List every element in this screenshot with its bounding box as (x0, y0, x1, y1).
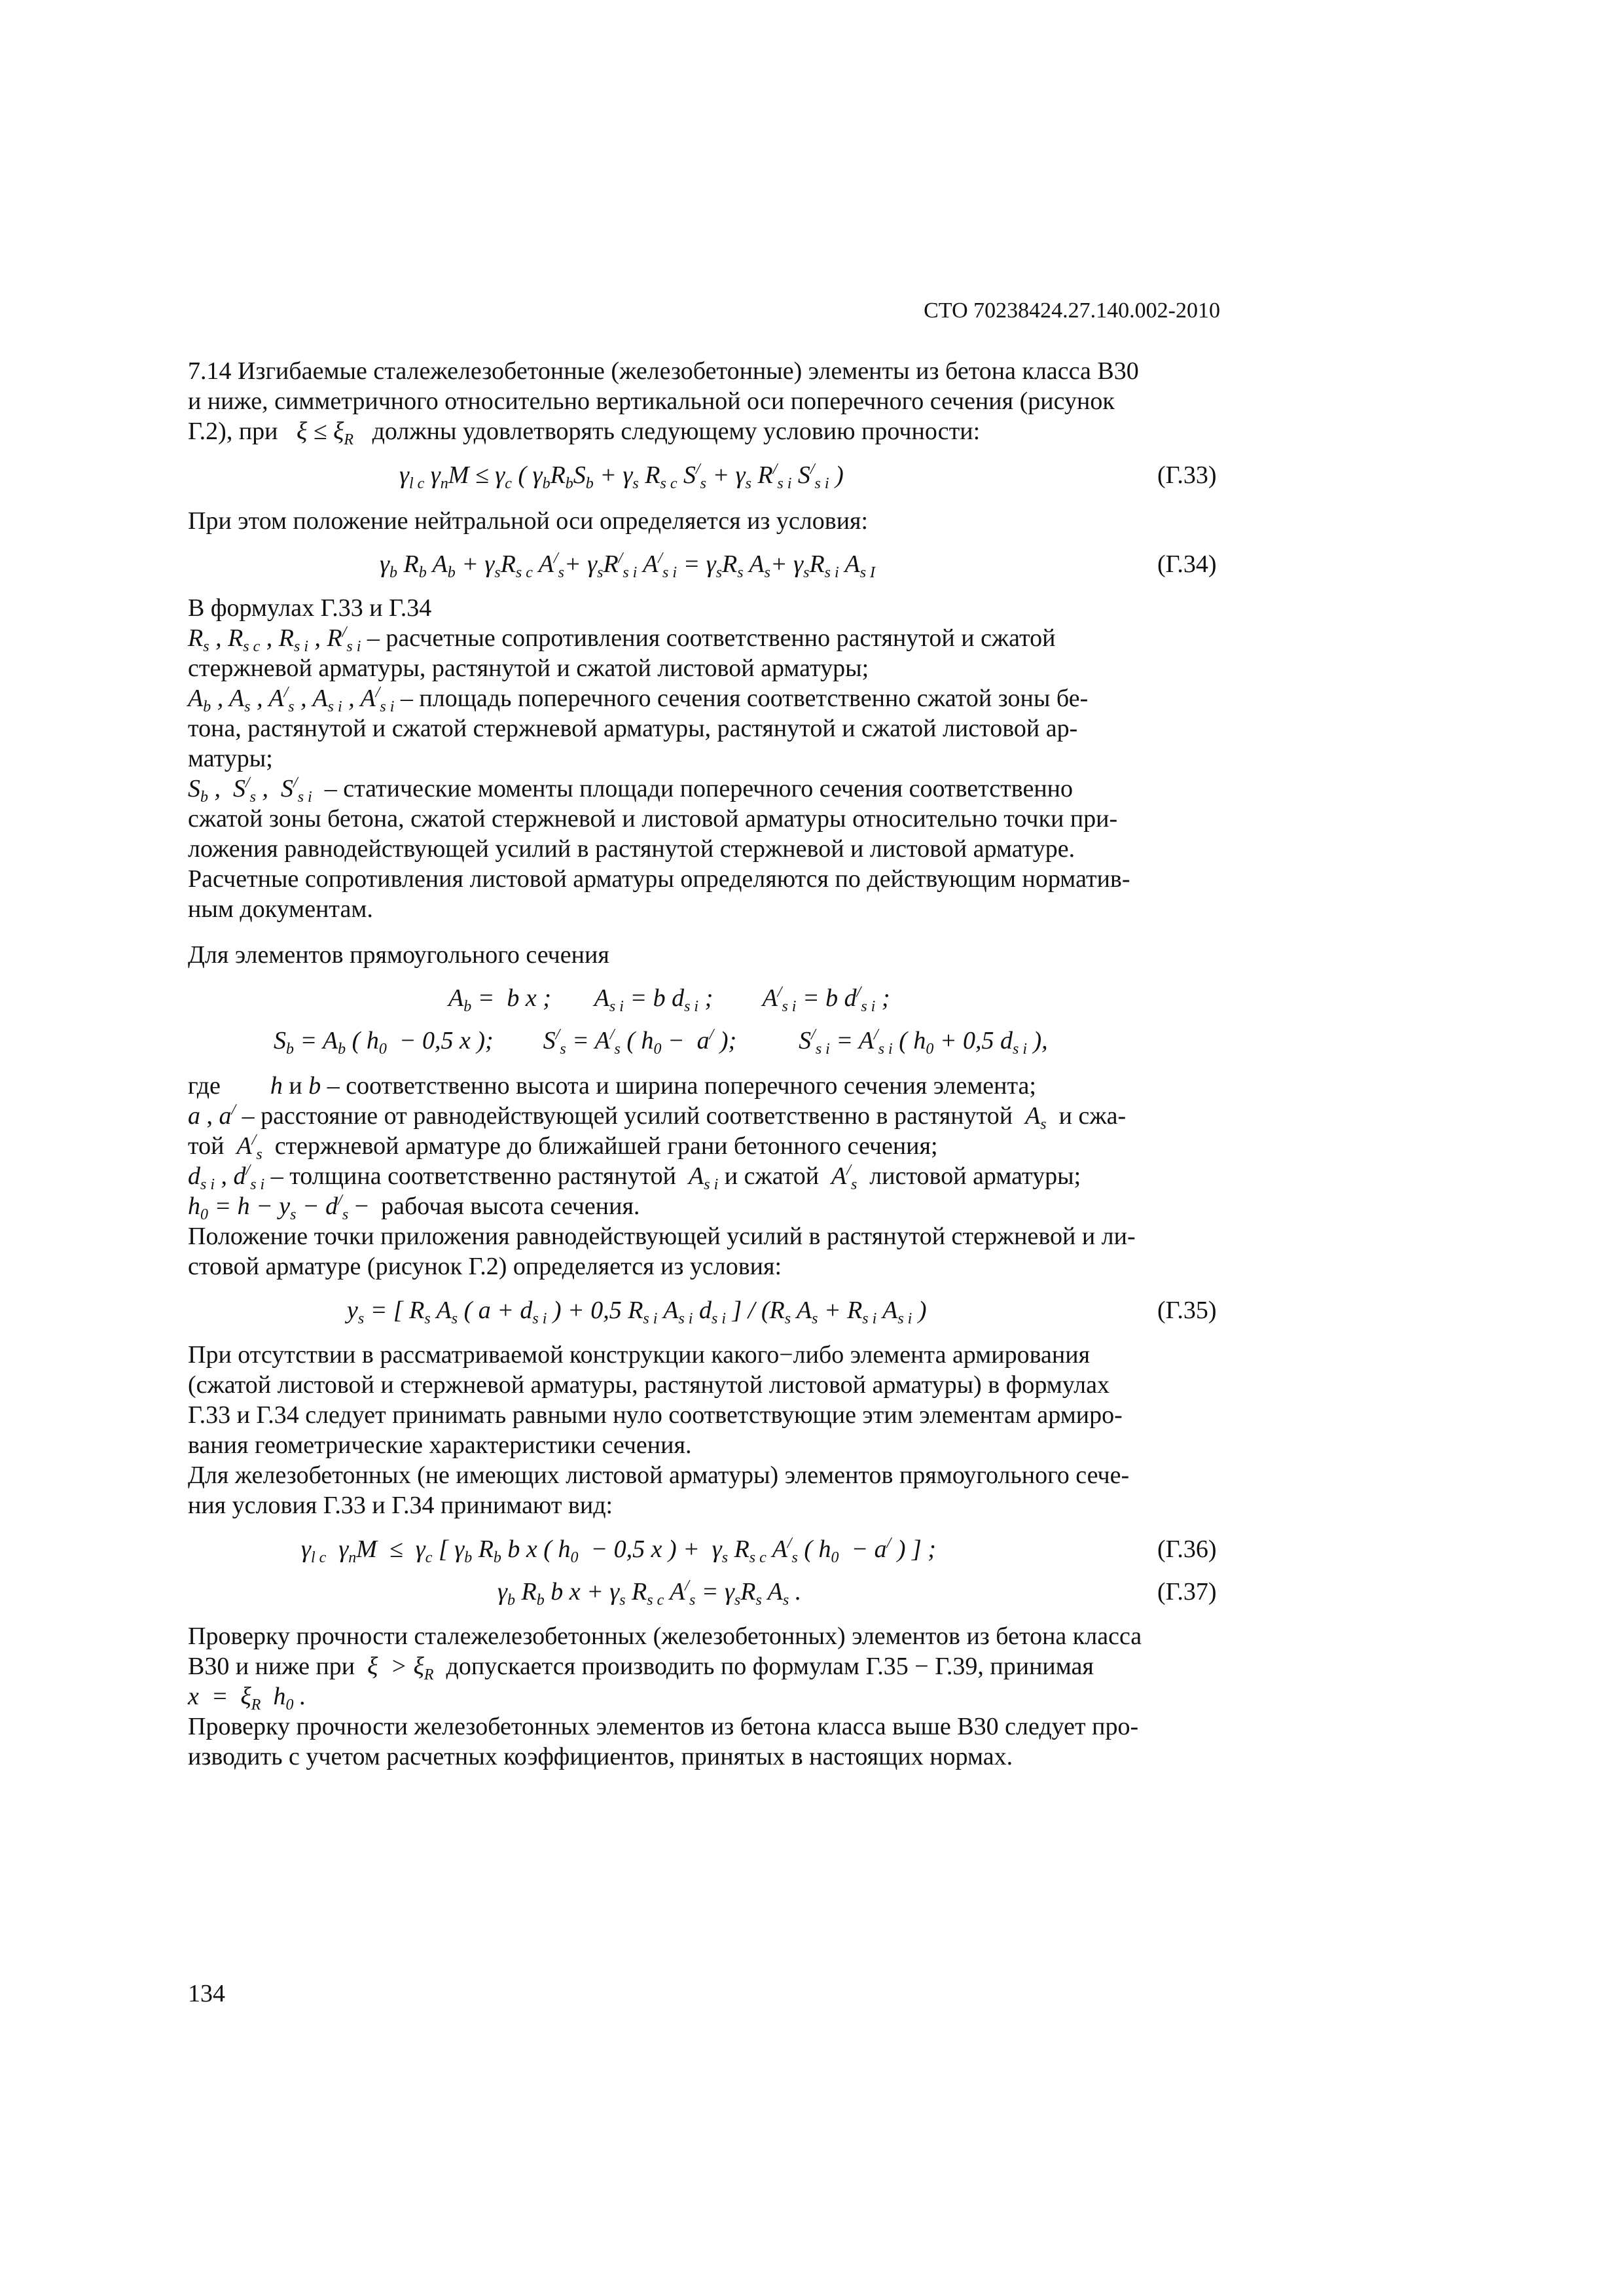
symbol-group: $x = \xi_R$ $h_0$ . (188, 1683, 306, 1713)
paragraph-line: (сжатой листовой и стержневой арматуры, растянутой листовой арматуры) в формулах (188, 1371, 1110, 1399)
paragraph-line: Для элементов прямоугольного сечения (188, 941, 609, 969)
equation-g34: $\gamma_b$ $R_b$ $A_b + \gamma_sR_{s c}$ $A^/_s+ \gamma_sR^/_{s i}$ $A^/_{s i} = \gamma_sR_s$ $A_s+ \gamma_sR_{s i}$ $A_{s I}$ (380, 550, 876, 581)
paragraph-line: ным документам. (188, 895, 373, 923)
symbol-group: $A^/_s$ (236, 1132, 262, 1163)
symbol-group: a/ (219, 1102, 236, 1130)
paragraph-line: Проверку прочности сталежелезобетонных (железобетонных) элементов из бетона класса (188, 1623, 1142, 1650)
symbol-group: b (308, 1072, 321, 1100)
definition-text: – расчетные сопротивления соответственно растянутой и сжатой (367, 624, 1056, 652)
paragraph-line: Г.33 и Г.34 следует принимать равными нуло соответствующие этим элементам армиро- (188, 1401, 1123, 1429)
definition-line (188, 1132, 938, 1163)
paragraph-line: При отсутствии в рассматриваемой конструкции какого−либо элемента армирования (188, 1341, 1091, 1369)
definition-text: и сжатой (724, 1162, 820, 1190)
definition-text: листовой арматуры; (869, 1162, 1081, 1190)
symbol-group: $A_s$ (1025, 1102, 1047, 1133)
symbol-group: $A^/_s$ (831, 1162, 857, 1193)
definition-text: рабочая высота сечения. (381, 1193, 640, 1220)
equation-rect-moments: $S_b = A_b$ ( $h_0 - 0,5$ x ); $S^/_s = A^/_s$ ( $h_0 - a^/$ ); $S^/_{s i} = A^/_{s i}$ ( $h_0 + 0,5$ $d_{s i}$ ), (274, 1026, 1048, 1058)
equation-rect-areas: $A_b = b$ x ; $A_{s i} = b$ $d_{s i}$ ; $A^/_{s i} = b$ $d^/_{s i}$ ; (448, 984, 890, 1015)
equation-g37: $\gamma_b$ $R_b$ b $x + \gamma_s$ $R_{s c}$ $A^/_s = \gamma_sR_s$ $A_s$ . (497, 1577, 802, 1609)
definition-line: стержневой арматуры, растянутой и сжатой листовой арматуры; (188, 655, 869, 682)
definition-line (188, 684, 1088, 713)
equation-number: (Г.33) (1157, 461, 1217, 489)
paragraph-line: Положение точки приложения равнодействующей усилий в растянутой стержневой и ли- (188, 1223, 1136, 1250)
symbol-group: a (188, 1102, 200, 1130)
paragraph-line (188, 1652, 1094, 1681)
text-fragment: допускается производить по формулам Г.35 − Г.39, принимая (446, 1653, 1094, 1680)
symbol-group: h (270, 1072, 283, 1100)
definition-line (188, 624, 1056, 653)
where-label: где (188, 1072, 221, 1100)
paragraph-line: В формулах Г.33 и Г.34 (188, 594, 432, 622)
paragraph-line: ния условия Г.33 и Г.34 принимают вид: (188, 1492, 613, 1519)
paragraph-line: Для железобетонных (не имеющих листовой арматуры) элементов прямоугольного сече- (188, 1462, 1130, 1489)
paragraph-line (188, 417, 980, 446)
definition-line: a , a/ – расстояние от равнодействующей усилий соответственно в растянутой $A_s$ и сжа- (188, 1102, 1127, 1133)
definition-text: стержневой арматуре до ближайшей грани бетонного сечения; (274, 1132, 938, 1160)
definition-line: тона, растянутой и сжатой стержневой арматуры, растянутой и сжатой листовой ар- (188, 715, 1078, 742)
text-fragment: В30 и ниже при (188, 1653, 355, 1680)
paragraph-line: вания геометрические характеристики сечения. (188, 1431, 692, 1459)
definition-text: – соответственно высота и ширина поперечного сечения элемента; (327, 1072, 1036, 1100)
definition-line: сжатой зоны бетона, сжатой стержневой и листовой арматуры относительно точки при- (188, 805, 1118, 833)
definition-text: – расстояние от равнодействующей усилий соответственно в растянутой (242, 1102, 1013, 1130)
symbol-group: $d_{s i}$ , $d^/_{s i}$ (188, 1162, 265, 1193)
paragraph-line: Расчетные сопротивления листовой арматуры определяются по действующим норматив- (188, 865, 1130, 893)
paragraph-line (188, 1682, 306, 1711)
paragraph-line: При этом положение нейтральной оси определяется из условия: (188, 507, 869, 535)
symbol-group: $A_{s i}$ (689, 1162, 719, 1193)
equation-number: (Г.34) (1157, 550, 1217, 578)
condition-sub: R (344, 431, 354, 448)
definition-text: – статические моменты площади поперечного сечения соответственно (324, 775, 1074, 802)
paragraph-line: 7.14 Изгибаемые сталежелезобетонные (железобетонные) элементы из бетона класса В30 (188, 357, 1139, 385)
definition-line (188, 774, 1074, 806)
condition-text: ξ ≤ ξ (297, 418, 344, 445)
definition-line: где h и b – соответственно высота и ширина поперечного сечения элемента; (188, 1072, 1036, 1100)
symbol-group: $S_b$ , $S^/_s$ , $S^/_{s i}$ (188, 774, 312, 806)
definition-line: матуры; (188, 745, 273, 772)
equation-number: (Г.36) (1157, 1535, 1217, 1563)
text-fragment: должны удовлетворять следующему условию прочности: (372, 418, 981, 445)
definition-text: – площадь поперечного сечения соответственно сжатой зоны бе- (400, 685, 1089, 712)
definition-line (188, 1162, 1081, 1191)
definition-text: той (188, 1132, 225, 1160)
equation-g36: $\gamma_{l c}$ $\gamma_nM \le \gamma_c$ [ $\gamma_b$ $R_b$ b x ( $h_0 - 0,5$ x ) + $\gamma_s$ $R_{s c}$ $A^/_s$ ( $h_0 - a^/$ ) ] ; (301, 1535, 936, 1566)
document-code: СТО 70238424.27.140.002-2010 (924, 298, 1220, 323)
paragraph-line: и ниже, симметричного относительно вертикальной оси поперечного сечения (рисунок (188, 387, 1115, 415)
equation-g35: $y_s$ = [ $R_s$ $A_s$ ( $a + d_{s i}$ ) + 0,5 $R_{s i}$ $A_{s i}$ $d_{s i}$ ] / ($R_s$ $A_s + R_{s i}$ $A_{s i}$ ) (347, 1297, 927, 1327)
symbol-group: $h_0 = h - y_s - d^/_s$ (188, 1192, 349, 1223)
page-number: 134 (188, 1980, 225, 2007)
condition-formula (297, 418, 354, 448)
definition-line: $h_0 = h - y_s - d^/_s$ − рабочая высота сечения. (188, 1192, 640, 1223)
paragraph-line: изводить с учетом расчетных коэффициентов, принятых в настоящих нормах. (188, 1743, 1013, 1770)
definition-text: и сжа- (1058, 1102, 1127, 1130)
symbol-group: $\xi > \xi_R$ (367, 1653, 434, 1683)
symbol-group: $R_s$ , $R_{s c}$ , $R_{s i}$ , $R^/_{s i}$ (188, 624, 361, 655)
equation-number: (Г.35) (1157, 1297, 1217, 1324)
paragraph-line: стовой арматуре (рисунок Г.2) определяется из условия: (188, 1253, 782, 1280)
equation-number: (Г.37) (1157, 1578, 1217, 1605)
paragraph-line: Проверку прочности железобетонных элементов из бетона класса выше В30 следует про- (188, 1713, 1139, 1740)
definition-text: – толщина соответственно растянутой (270, 1162, 677, 1190)
symbol-group: $A_b$ , $A_s$ , $A^/_s$ , $A_{s i}$ , $A^/_{s i}$ (188, 684, 395, 715)
definition-line: ложения равнодействующей усилий в растянутой стержневой и листовой арматуре. (188, 835, 1075, 863)
equation-g33: $\gamma_{l c}$ $\gamma_nM \le \gamma_c$ ( $\gamma_bR_bS_b + \gamma_s$ $R_{s c}$ $S^/_s + \gamma_s$ $R^/_{s i}$ $S^/_{s i}$ ) (399, 461, 844, 492)
text-fragment: Г.2), при (188, 418, 278, 445)
